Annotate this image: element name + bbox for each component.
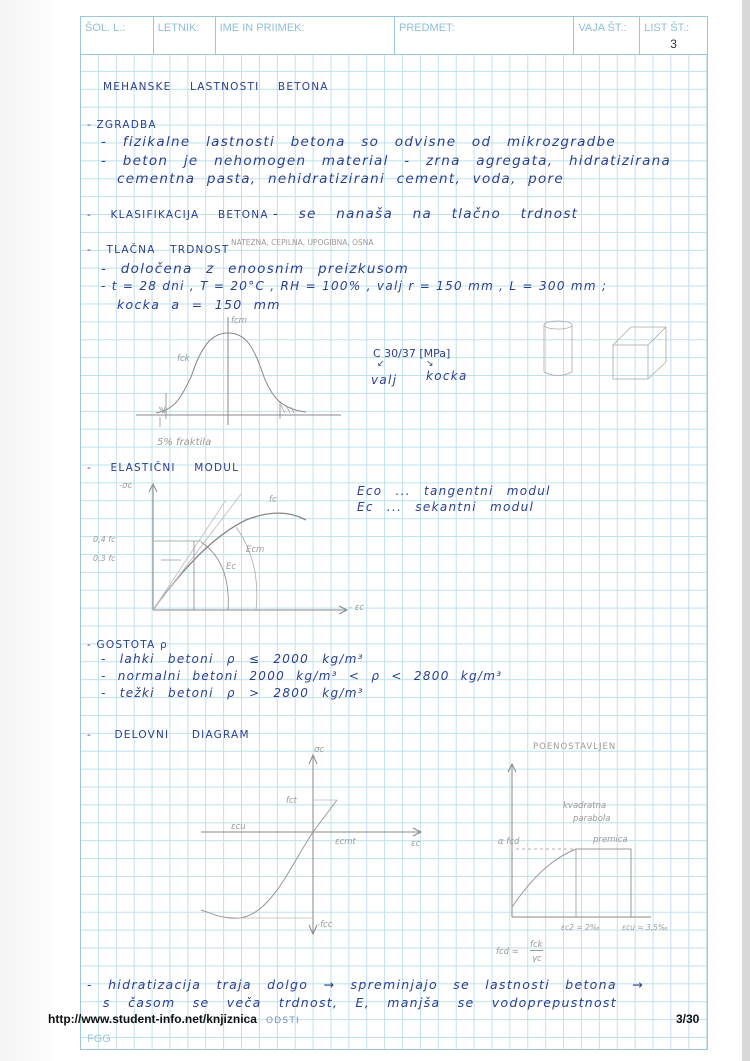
kocka-label: kocka [426,369,468,383]
alpha-fcd-label: α fcd [498,837,520,847]
section-heading-tlacna: - TLAČNA TRDNOST [87,244,230,256]
formula-numerator: fck [530,940,543,950]
ecu-tick: εcu = 3,5‰ [622,923,669,932]
specimen-sketches [543,317,683,387]
distribution-graph [136,317,346,437]
header-field-name [216,17,395,54]
concrete-class-label: C 30/37 [MPa] [373,347,451,360]
hidratacija-line-1: - hidratizacija traja dolgo → spreminjajo se lastnosti betona → [87,977,644,992]
form-header [81,17,707,55]
sheet-number: 3 [670,37,677,51]
header-label: LETNIK: [157,22,200,34]
header-field-sheet [640,17,707,54]
hidratacija-line-2: s časom se veča trdnost, E, manjša se vodoprepustnost [103,995,617,1010]
y-axis-label: -σc [119,481,133,491]
grid-paper-sheet [80,16,708,1050]
x-axis-label: - εc [349,603,365,613]
fcc-label: -fcc [317,920,333,930]
gostota-line-2: - normalni betoni 2000 kg/m³ < ρ < 2800 kg/m³ [101,669,503,683]
simplified-title: POENOSTAVLJEN [533,742,617,752]
parabola-label-1: kvadratna [563,801,607,811]
header-label: VAJA ŠT.: [578,22,627,34]
working-diagram [201,755,431,935]
header-label: ŠOL. L.: [85,22,126,34]
klasifikacija-text: - se nanaša na tlačno trdnost [273,206,579,222]
ec2-tick: εc2 = 2‰ [561,923,600,932]
fgg-brand: FGG [87,1033,111,1045]
tlacna-line-3: kocka a = 150 mm [117,297,281,312]
ecmt-label: εcmt [335,837,356,847]
tlacna-note: NATEZNA, CEPILNA, UPOGIBNA, OSNA [231,238,374,247]
header-field-year [154,17,216,54]
scan-edge [742,0,750,1061]
header-label: LIST ŠT.: [644,22,690,34]
ecu-label: εcu [231,822,246,832]
formula-denominator: γc [532,954,542,964]
tick-03fc: 0,3 fc [93,554,116,563]
zgradba-line-2: - beton je nehomogen material - zrna agregata, hidratizirana [101,153,672,169]
fcm-label: fcm [231,316,247,326]
fct-label: fct [286,796,297,806]
page-title: MEHANSKE LASTNOSTI BETONA [103,81,329,93]
valj-label: valj [371,373,398,387]
sigma-c-label: σc [314,745,325,755]
tlacna-line-2: - t = 28 dni , T = 20°C , RH = 100% , valj r = 150 mm , L = 300 mm ; [101,279,608,293]
zgradba-line-1: - fizikalne lastnosti betona so odvisne od mikrozgradbe [101,134,616,150]
header-field-school [81,17,154,54]
premica-label: premica [593,835,628,845]
footer-page-number: 3/30 [676,1012,700,1026]
footer-url-link[interactable]: http://www.student-info.net/knjiznica [48,1012,257,1026]
header-field-exercise [574,17,640,54]
header-field-subject [395,17,574,54]
parabola-label-2: parabola [573,814,611,824]
section-heading-elasticni: - ELASTIČNI MODUL [87,462,240,474]
fractile-label: 5% fraktila [157,437,212,448]
simplified-diagram [506,762,656,922]
header-label: IME IN PRIIMEK: [219,22,305,34]
epsilon-c-label: εc [411,839,421,849]
legend-eco: Eco ... tangentni modul [357,484,551,498]
section-heading-klasifikacija: - KLASIFIKACIJA BETONA [87,209,269,221]
arrow-kocka: ↘ [426,359,434,369]
ec-label: Ec [226,562,237,572]
tlacna-line-1: - določena z enoosnim preizkusom [101,261,410,277]
section-heading-delovni: - DELOVNI DIAGRAM [87,729,250,741]
fc-label: fc [269,495,277,505]
section-heading-zgradba: - ZGRADBA [87,119,157,131]
faded-text: ODSTI [266,1016,300,1026]
fck-label: fck [177,354,190,364]
scan-margin [0,0,60,1061]
ecm-label: Ecm [246,545,265,555]
tick-04fc: 0,4 fc [93,535,116,544]
legend-ec: Ec ... sekantni modul [357,500,535,514]
arrow-valj: ↙ [377,359,385,369]
formula-lhs: fcd = [496,947,519,957]
section-heading-gostota: - GOSTOTA ρ [87,639,168,651]
gostota-line-3: - težki betoni ρ > 2800 kg/m³ [101,686,364,700]
zgradba-line-3: cementna pasta, nehidratizirani cement, voda, pore [117,171,565,187]
gostota-line-1: - lahki betoni ρ ≤ 2000 kg/m³ [101,652,364,666]
header-label: PREDMET: [399,22,455,34]
